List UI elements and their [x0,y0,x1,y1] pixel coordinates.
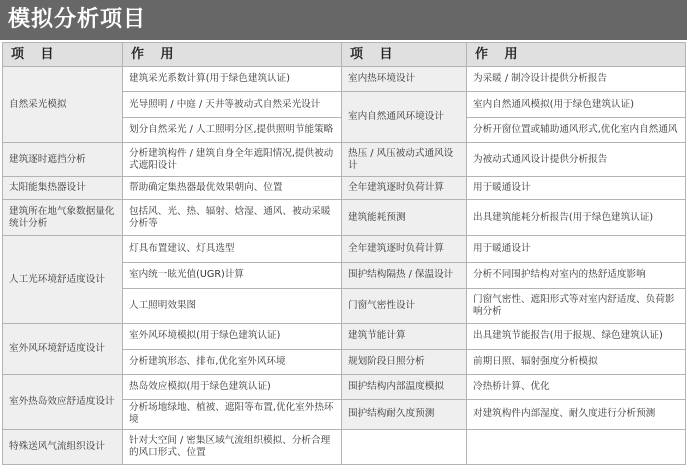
use-collector-1: 帮助确定集热器最优效果朝向、位置 [123,177,342,200]
category-lighting: 人工光环境舒适度设计 [3,236,123,324]
empty-cell [467,429,686,464]
use-heatisland-1: 热岛效应模拟(用于绿色建筑认证) [123,374,342,399]
table-row [3,374,686,399]
right-use-11: 冷热桥计算、优化 [467,374,686,399]
header-item-right: 项 目 [342,43,467,67]
category-collector: 太阳能集热器设计 [3,177,123,200]
title-bar [0,0,687,40]
category-heatisland: 室外热岛效应舒适度设计 [3,374,123,429]
right-item-5: 建筑能耗预测 [342,200,467,236]
use-lighting-1: 灯具布置建议、灯具选型 [123,236,342,262]
category-shading: 建筑逐时遮挡分析 [3,142,123,176]
table-row [3,177,686,200]
use-lighting-3: 人工照明效果图 [123,289,342,324]
right-use-5: 出具建筑能耗分析报告(用于绿色建筑认证) [467,200,686,236]
use-wind-2: 分析建筑形态、排布,优化室外风环境 [123,349,342,374]
table-row [3,142,686,176]
right-use-7: 分析不同围护结构对室内的热舒适度影响 [467,262,686,288]
use-heatisland-2: 分析场地绿地、植被、遮阳等布置,优化室外热环境 [123,400,342,430]
table-row [3,429,686,464]
table-row [3,324,686,349]
right-item-3: 热压 / 风压被动式通风设计 [342,142,467,176]
use-wind-1: 室外风环境模拟(用于绿色建筑认证) [123,324,342,349]
use-lighting-2: 室内统一眩光值(UGR)计算 [123,262,342,288]
header-row [3,43,686,67]
analysis-table [2,42,686,465]
category-daylight: 自然采光模拟 [3,67,123,143]
right-use-10: 前期日照、辐射强度分析模拟 [467,349,686,374]
category-airflow: 特殊送风气流组织设计 [3,429,123,464]
right-item-12: 围护结构耐久度预测 [342,400,467,430]
right-use-4: 用于暖通设计 [467,177,686,200]
use-climate-1: 包括风、光、热、辐射、焓湿、通风、被动采暖分析等 [123,200,342,236]
table-row [3,67,686,92]
use-airflow-1: 针对大空间 / 密集区域气流组织模拟、分析合理的风口形式、位置 [123,429,342,464]
empty-cell [342,429,467,464]
header-item-left: 项 目 [3,43,123,67]
right-item-6: 全年建筑逐时负荷计算 [342,236,467,262]
right-item-11: 围护结构内部温度模拟 [342,374,467,399]
right-use-8: 门窗气密性、遮阳形式等对室内舒适度、负荷影响分析 [467,289,686,324]
use-daylight-3: 划分自然采光 / 人工照明分区,提供照明节能策略 [123,117,342,142]
use-shading-1: 分析建筑构件 / 建筑自身全年遮阳情况,提供被动式遮阳设计 [123,142,342,176]
right-use-2a: 室内自然通风模拟(用于绿色建筑认证) [467,92,686,117]
right-item-4: 全年建筑逐时负荷计算 [342,177,467,200]
right-use-9: 出具建筑节能报告(用于报规、绿色建筑认证) [467,324,686,349]
right-use-12: 对建筑构件内部湿度、耐久度进行分析预测 [467,400,686,430]
right-item-9: 建筑节能计算 [342,324,467,349]
page-title: 模拟分析项目 [8,7,147,32]
header-use-left: 作 用 [123,43,342,67]
use-daylight-1: 建筑采光系数计算(用于绿色建筑认证) [123,67,342,92]
use-daylight-2: 光导照明 / 中庭 / 天井等被动式自然采光设计 [123,92,342,117]
right-item-7: 围护结构隔热 / 保温设计 [342,262,467,288]
right-use-2b: 分析开窗位置或辅助通风形式,优化室内自然通风 [467,117,686,142]
table-row [3,200,686,236]
right-item-8: 门窗气密性设计 [342,289,467,324]
right-use-1: 为采暖 / 制冷设计提供分析报告 [467,67,686,92]
right-use-6: 用于暖通设计 [467,236,686,262]
table-row [3,236,686,262]
right-item-1: 室内热环境设计 [342,67,467,92]
category-wind: 室外风环境舒适度设计 [3,324,123,375]
right-item-2: 室内自然通风环境设计 [342,92,467,143]
header-use-right: 作 用 [467,43,686,67]
category-climate: 建筑所在地气象数据量化统计分析 [3,200,123,236]
right-item-10: 规划阶段日照分析 [342,349,467,374]
right-use-3: 为被动式通风设计提供分析报告 [467,142,686,176]
